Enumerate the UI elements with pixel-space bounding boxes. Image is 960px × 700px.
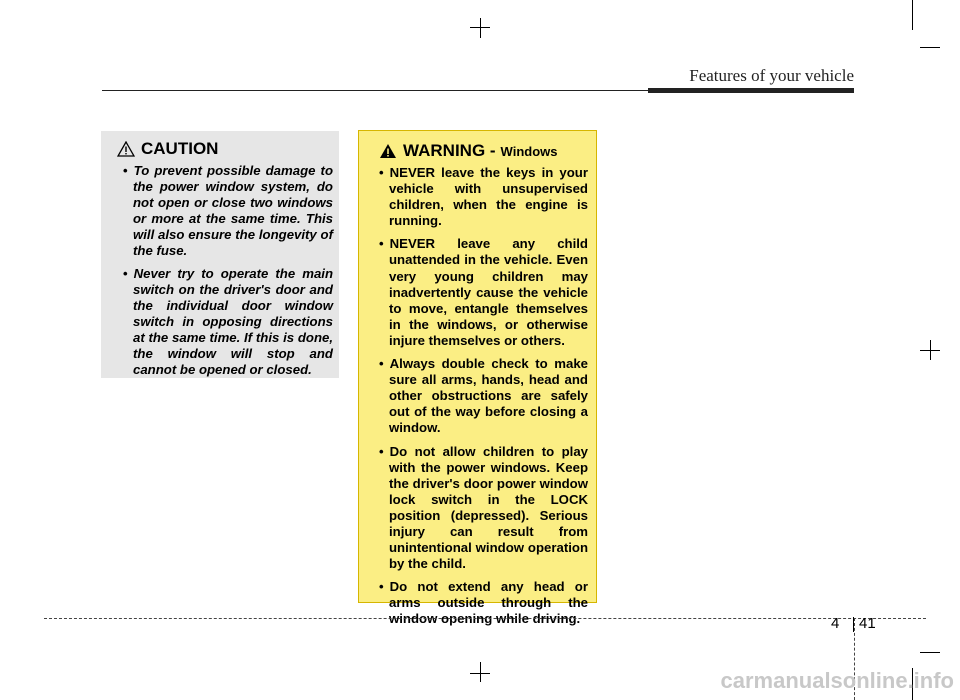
header-rule-accent bbox=[648, 88, 854, 93]
warning-box bbox=[358, 130, 597, 627]
warning-subtitle: Windows bbox=[500, 143, 558, 159]
caution-title: CAUTION bbox=[141, 139, 219, 158]
caution-triangle-icon bbox=[117, 141, 135, 157]
caution-item: • To prevent possible damage to the power window system, do not open or close two windows or more at the same time. This will also ensure the longevity of the fuse. bbox=[113, 163, 333, 259]
crop-mark-top-right-v bbox=[912, 0, 913, 30]
page-number-divider bbox=[853, 617, 854, 632]
section-header-title: Features of your vehicle bbox=[689, 66, 854, 85]
crop-mark-top-arm bbox=[470, 27, 490, 28]
warning-item: • Always double check to make sure all arms, hands, head and other obstructions are safely out of the way before closing a window. bbox=[371, 356, 588, 436]
crop-mark-right-arm bbox=[920, 350, 940, 351]
caution-list bbox=[113, 163, 333, 378]
warning-item: • Do not allow children to play with the power windows. Keep the driver's door power window lock switch in the LOCK position (depressed). Serious injury can result from unintentional window operation by the child. bbox=[371, 444, 588, 573]
warning-item: • NEVER leave the keys in your vehicle with unsupervised children, when the engine is running. bbox=[371, 165, 588, 229]
caution-box bbox=[101, 131, 339, 378]
warning-heading bbox=[379, 141, 588, 161]
warning-title: WARNING - bbox=[403, 141, 496, 160]
page-section-number: 4 bbox=[831, 615, 840, 632]
warning-triangle-icon bbox=[379, 143, 397, 159]
crop-mark-bottom-arm bbox=[470, 673, 490, 674]
watermark: carmanualsonline.info bbox=[720, 668, 954, 693]
warning-item: • NEVER leave any child unattended in the vehicle. Even very young children may inadvertently cause the vehicle to move, entangle themselves in the windows, or otherwise injure themselves or others. bbox=[371, 236, 588, 349]
crop-mark-top-right-h bbox=[920, 47, 940, 48]
warning-item: • Do not extend any head or arms outside through the window opening while driving. bbox=[371, 579, 588, 627]
crop-mark-top bbox=[480, 18, 481, 38]
warning-list bbox=[371, 165, 588, 628]
crop-mark-bottom-right-h bbox=[920, 652, 940, 653]
page-number: 41 bbox=[859, 615, 876, 632]
crop-mark-bottom bbox=[480, 662, 481, 682]
caution-heading bbox=[117, 139, 333, 159]
footer-rule bbox=[44, 618, 926, 619]
caution-item: • Never try to operate the main switch on the driver's door and the individual door window switch in opposing directions at the same time. If this is done, the window will stop and cannot be opened or closed. bbox=[113, 266, 333, 378]
